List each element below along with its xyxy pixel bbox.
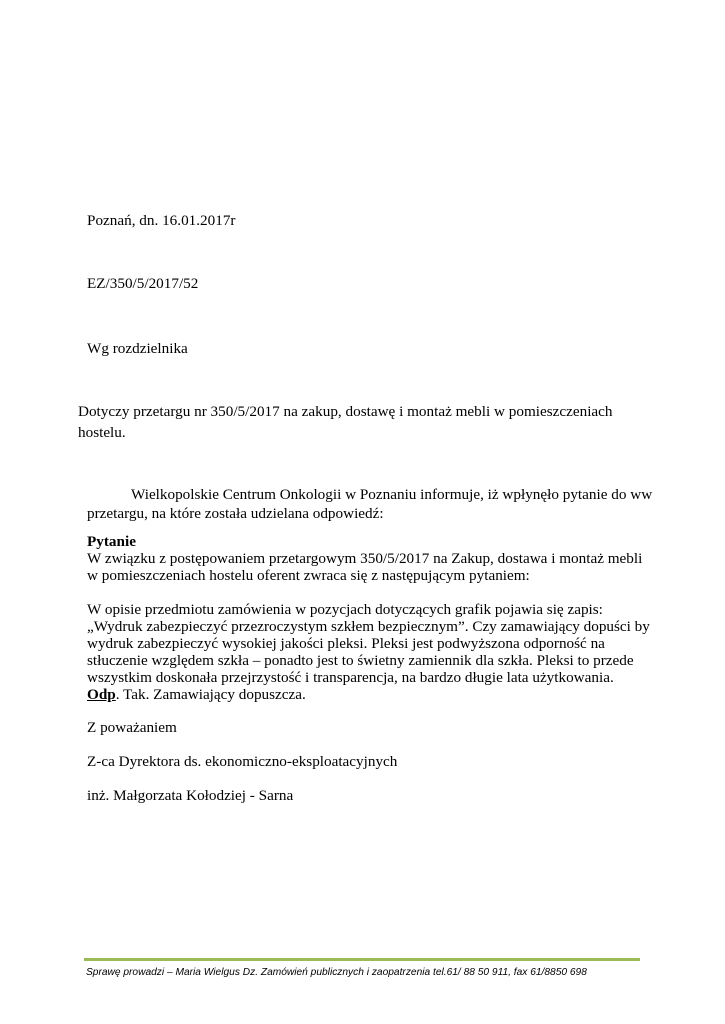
question-body-line-1: W opisie przedmiotu zamówienia w pozycjach dotyczących grafik pojawia się zapis: bbox=[87, 601, 603, 618]
answer-label: Odp bbox=[87, 686, 116, 703]
intro-line-1: Wielkopolskie Centrum Onkologii w Poznaniu informuje, iż wpłynęło pytanie do ww bbox=[131, 486, 653, 503]
signatory-name: inż. Małgorzata Kołodziej - Sarna bbox=[87, 787, 294, 804]
subject-line-2: hostelu. bbox=[78, 424, 126, 441]
subject-line-1: Dotyczy przetargu nr 350/5/2017 na zakup, dostawę i montaż mebli w pomieszczeniach bbox=[78, 403, 613, 420]
answer-text: . Tak. Zamawiający dopuszcza. bbox=[115, 686, 306, 703]
answer bbox=[87, 686, 306, 703]
question-body-line-5: wszystkim doskonała przejrzystość i transparencja, na bardzo długie lata użytkowania. bbox=[87, 669, 614, 686]
footer-divider bbox=[84, 958, 640, 961]
question-body-line-3: wydruk zabezpieczyć wysokiej jakości pleksi. Pleksi jest podwyższona odporność na bbox=[87, 635, 605, 652]
footer-contact: Sprawę prowadzi – Maria Wielgus Dz. Zamówień publicznych i zaopatrzenia tel.61/ 88 50 911, fax 61/8850 698 bbox=[86, 967, 587, 978]
question-line-1: W związku z postępowaniem przetargowym 350/5/2017 na Zakup, dostawa i montaż mebli bbox=[87, 550, 643, 567]
place-date: Poznań, dn. 16.01.2017r bbox=[87, 212, 236, 229]
question-line-2: w pomieszczeniach hostelu oferent zwraca się z następującym pytaniem: bbox=[87, 567, 530, 584]
recipient: Wg rozdzielnika bbox=[87, 340, 188, 357]
closing-greeting: Z poważaniem bbox=[87, 719, 177, 736]
signatory-position: Z-ca Dyrektora ds. ekonomiczno-eksploatacyjnych bbox=[87, 753, 398, 770]
intro-line-2: przetargu, na które została udzielana odpowiedź: bbox=[87, 505, 384, 522]
question-body-line-4: stłuczenie względem szkła – ponadto jest to świetny zamiennik dla szkła. Pleksi to przede bbox=[87, 652, 634, 669]
question-heading: Pytanie bbox=[87, 533, 136, 550]
question-body-line-2: „Wydruk zabezpieczyć przezroczystym szkłem bezpiecznym”. Czy zamawiający dopuści by bbox=[87, 618, 650, 635]
reference-number: EZ/350/5/2017/52 bbox=[87, 275, 199, 292]
